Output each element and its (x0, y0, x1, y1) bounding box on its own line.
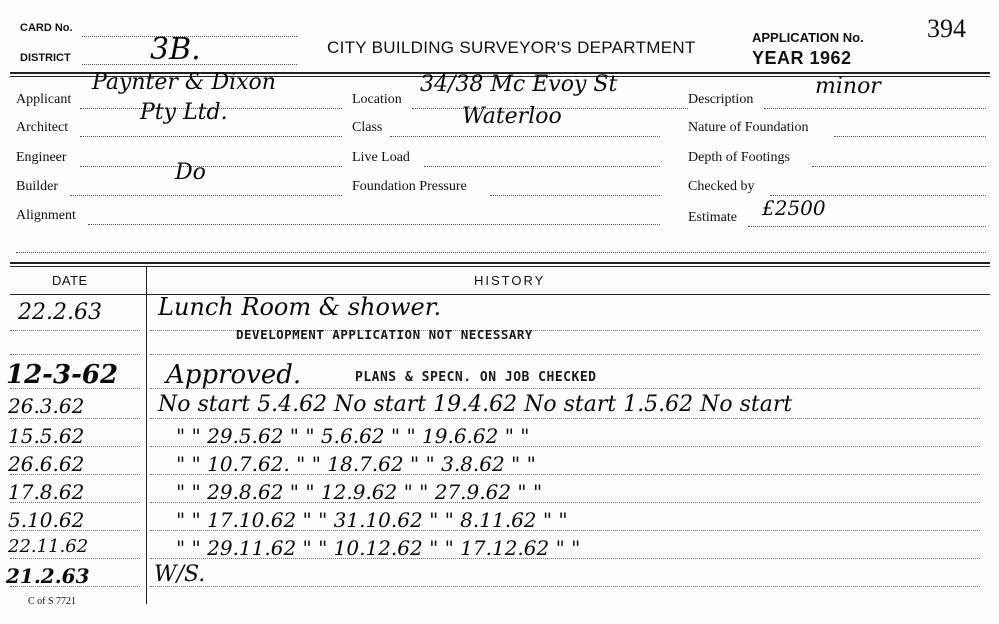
builder-value: Do (175, 160, 206, 185)
estimate-value: £2500 (762, 196, 826, 220)
description-line (764, 108, 986, 109)
history-row-date: 12-3-62 (6, 360, 119, 390)
alignment-label: Alignment (16, 208, 76, 223)
date-line (10, 418, 140, 419)
live-load-label: Live Load (352, 150, 410, 165)
application-number: 394 (927, 14, 966, 43)
description-label: Description (688, 92, 754, 107)
depth-of-footings-label: Depth of Footings (688, 150, 790, 165)
history-row-date: 15.5.62 (8, 424, 85, 448)
architect-label: Architect (16, 120, 69, 135)
date-column-header: DATE (52, 273, 88, 288)
history-row-entry: Approved. (166, 360, 302, 390)
district-label: DISTRICT (20, 52, 71, 64)
architect-line (80, 136, 342, 137)
nature-of-foundation-label: Nature of Foundation (688, 120, 809, 135)
location-value: 34/38 Mc Evoy St (420, 72, 618, 97)
builder-label: Builder (16, 179, 58, 194)
estimate-label: Estimate (688, 210, 737, 225)
history-row-date: 17.8.62 (8, 480, 85, 504)
date-line (10, 558, 140, 559)
date-line (10, 354, 140, 355)
estimate-line (748, 226, 986, 227)
department-title: CITY BUILDING SURVEYOR'S DEPARTMENT (327, 38, 696, 57)
history-row-entry: No start 5.4.62 No start 19.4.62 No start 1.5.62 No start (158, 392, 793, 417)
history-row-stamp: DEVELOPMENT APPLICATION NOT NECESSARY (236, 327, 533, 342)
nature-of-foundation-line (834, 136, 986, 137)
history-row-entry: " " 29.11.62 " " 10.12.62 " " 17.12.62 " " (176, 536, 581, 560)
applicant-value-2: Pty Ltd. (140, 100, 228, 125)
applicant-value-1: Paynter & Dixon (92, 70, 276, 95)
history-row-entry: Lunch Room & shower. (158, 293, 442, 321)
date-line (10, 330, 140, 331)
history-row-date: 22.11.62 (8, 536, 89, 557)
history-row-date: 5.10.62 (8, 508, 85, 532)
applicant-label: Applicant (16, 92, 72, 107)
district-value: 3B. (150, 32, 201, 67)
form-number: C of S 7721 (28, 596, 77, 607)
history-row-date: 21.2.63 (6, 564, 90, 588)
history-rule-2 (10, 266, 990, 267)
fields-bottom-line (16, 252, 986, 253)
application-label: APPLICATION No. (752, 30, 864, 45)
class-line (390, 136, 660, 137)
history-row-entry: " " 17.10.62 " " 31.10.62 " " 8.11.62 " " (176, 508, 568, 532)
engineer-label: Engineer (16, 150, 67, 165)
history-row-entry: W/S. (154, 562, 206, 587)
depth-of-footings-line (812, 166, 986, 167)
history-row-date: 26.3.62 (8, 394, 85, 418)
checked-by-label: Checked by (688, 179, 755, 194)
foundation-pressure-line (490, 195, 660, 196)
builder-line (70, 195, 342, 196)
history-header-rule (10, 294, 990, 295)
year-label: YEAR 1962 (752, 48, 852, 68)
live-load-line (424, 166, 660, 167)
history-rule-1 (10, 262, 990, 264)
class-value: Waterloo (462, 104, 562, 129)
date-column-divider (146, 266, 147, 604)
history-row-entry: " " 10.7.62. " " 18.7.62 " " 3.8.62 " " (176, 452, 536, 476)
history-line (150, 586, 980, 587)
history-line (150, 354, 980, 355)
history-line (150, 418, 980, 419)
location-label: Location (352, 92, 402, 107)
class-label: Class (352, 120, 383, 135)
history-column-header: HISTORY (474, 273, 546, 288)
engineer-line (80, 166, 342, 167)
foundation-pressure-label: Foundation Pressure (352, 179, 467, 194)
alignment-line (88, 224, 660, 225)
description-value: minor (815, 74, 881, 99)
history-row-entry: " " 29.8.62 " " 12.9.62 " " 27.9.62 " " (176, 480, 543, 504)
history-row-entry: " " 29.5.62 " " 5.6.62 " " 19.6.62 " " (176, 424, 530, 448)
history-row-date: 26.6.62 (8, 452, 85, 476)
card-no-label: CARD No. (20, 22, 73, 34)
history-row-date: 22.2.63 (18, 300, 102, 325)
history-row-stamp: PLANS & SPECN. ON JOB CHECKED (355, 370, 597, 385)
